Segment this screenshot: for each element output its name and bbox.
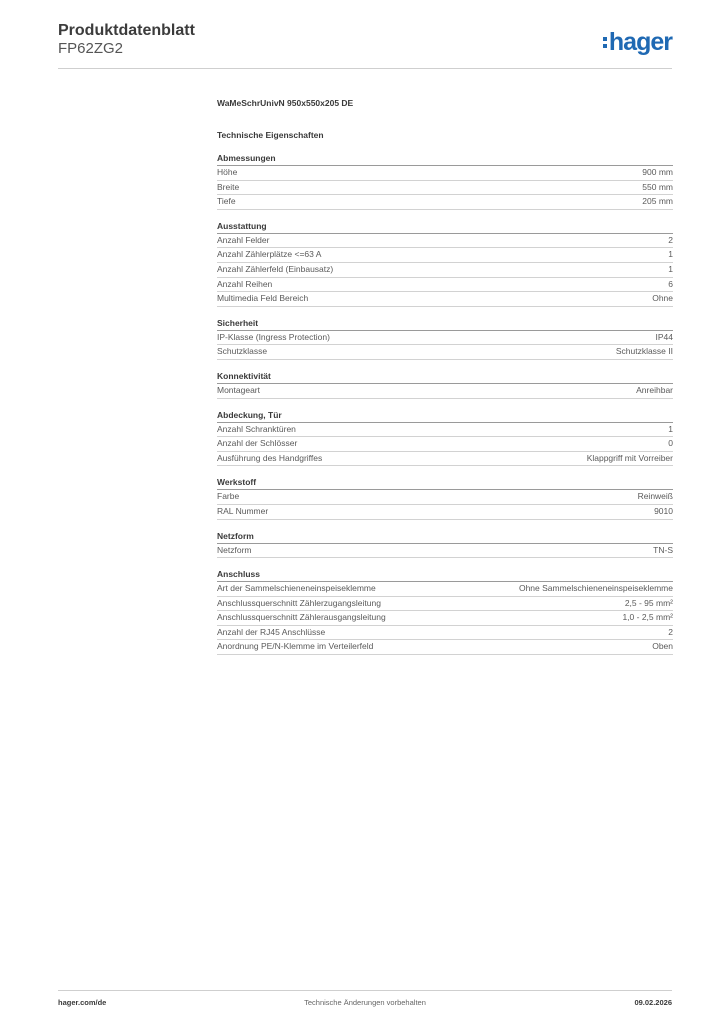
section-3 <box>217 370 673 399</box>
properties-title: Technische Eigenschaften <box>217 130 324 140</box>
footer-disclaimer: Technische Änderungen vorbehalten <box>304 998 426 1007</box>
property-value: Oben <box>652 641 673 652</box>
property-value: 1 <box>668 263 673 274</box>
property-value: Reinweiß <box>637 491 673 502</box>
footer-divider <box>58 990 672 991</box>
property-label: Anzahl der Schlösser <box>217 438 298 449</box>
section-title: Sicherheit <box>217 317 673 331</box>
hager-logo <box>603 29 672 55</box>
section-5 <box>217 476 673 519</box>
property-label: Multimedia Feld Bereich <box>217 293 309 304</box>
section-0 <box>217 152 673 210</box>
property-label: Ausführung des Handgriffes <box>217 452 323 463</box>
property-value: 2,5 - 95 mm² <box>624 597 673 608</box>
property-sections <box>217 152 673 655</box>
property-value: 2 <box>668 626 673 637</box>
footer-date: 09.02.2026 <box>634 998 672 1007</box>
property-row <box>217 582 673 597</box>
section-title: Konnektivität <box>217 370 673 384</box>
property-value: 550 mm <box>642 181 673 192</box>
property-label: Farbe <box>217 491 240 502</box>
property-label: Höhe <box>217 167 238 177</box>
property-value: IP44 <box>655 331 673 342</box>
section-2 <box>217 317 673 360</box>
section-7 <box>217 568 673 655</box>
property-value: 0 <box>668 438 673 449</box>
property-row <box>217 248 673 263</box>
property-label: Anschlussquerschnitt Zählerausgangsleitung <box>217 612 386 623</box>
property-label: Breite <box>217 181 240 192</box>
property-row <box>217 544 673 559</box>
property-label: Art der Sammelschieneneinspeiseklemme <box>217 583 376 594</box>
product-name: WaMeSchrUnivN 950x550x205 DE <box>217 98 354 108</box>
property-label: Tiefe <box>217 196 236 207</box>
property-row <box>217 181 673 196</box>
property-value: Anreihbar <box>636 384 673 395</box>
property-row <box>217 490 673 505</box>
property-value: 1,0 - 2,5 mm² <box>622 612 673 623</box>
property-value: 6 <box>668 278 673 289</box>
section-4 <box>217 409 673 467</box>
footer-website[interactable]: hager.com/de <box>58 998 107 1007</box>
section-6 <box>217 530 673 559</box>
property-value: Ohne <box>652 293 673 304</box>
property-value: 9010 <box>654 505 673 516</box>
property-value: 2 <box>668 234 673 245</box>
product-code: FP62ZG2 <box>58 40 124 57</box>
property-row <box>217 345 673 360</box>
property-label: Anzahl Reihen <box>217 278 273 289</box>
property-label: Anzahl Zählerfeld (Einbausatz) <box>217 263 334 274</box>
property-row <box>217 640 673 655</box>
property-value: 205 mm <box>642 196 673 207</box>
section-title: Abdeckung, Tür <box>217 409 673 423</box>
property-label: Montageart <box>217 384 260 395</box>
property-label: Anzahl Zählerplätze <=63 A <box>217 249 322 260</box>
property-value: 1 <box>668 249 673 260</box>
section-1 <box>217 220 673 307</box>
logo-text: hager <box>608 28 672 56</box>
property-row <box>217 278 673 293</box>
page-footer <box>58 998 672 1010</box>
property-row <box>217 437 673 452</box>
property-label: Anschlussquerschnitt Zählerzugangsleitung <box>217 597 381 608</box>
property-row <box>217 263 673 278</box>
property-value: TN-S <box>653 544 673 555</box>
property-row <box>217 597 673 612</box>
property-value: Schutzklasse II <box>615 346 673 357</box>
property-row <box>217 626 673 641</box>
property-row <box>217 195 673 210</box>
document-title: Produktdatenblatt <box>58 22 195 39</box>
property-row <box>217 384 673 399</box>
property-value: Ohne Sammelschieneneinspeiseklemme <box>518 583 673 594</box>
property-label: Anzahl Felder <box>217 234 270 245</box>
property-row <box>217 423 673 438</box>
property-label: Netzform <box>217 544 252 555</box>
property-label: IP-Klasse (Ingress Protection) <box>217 331 330 342</box>
property-row <box>217 452 673 467</box>
section-title: Netzform <box>217 530 673 544</box>
property-row <box>217 611 673 626</box>
property-value: 1 <box>668 423 673 434</box>
property-row <box>217 166 673 181</box>
section-title: Abmessungen <box>217 152 673 166</box>
property-value: 900 mm <box>642 167 673 177</box>
property-label: Anzahl der RJ45 Anschlüsse <box>217 626 326 637</box>
page-header <box>58 22 672 68</box>
property-row <box>217 234 673 249</box>
datasheet-content <box>217 96 673 655</box>
section-title: Ausstattung <box>217 220 673 234</box>
property-label: Schutzklasse <box>217 346 268 357</box>
property-row <box>217 331 673 346</box>
property-label: Anordnung PE/N-Klemme im Verteilerfeld <box>217 641 374 652</box>
section-title: Werkstoff <box>217 476 673 490</box>
property-label: RAL Nummer <box>217 505 269 516</box>
property-label: Anzahl Schranktüren <box>217 423 296 434</box>
property-value: Klappgriff mit Vorreiber <box>586 452 673 463</box>
section-title: Anschluss <box>217 568 673 582</box>
property-row <box>217 505 673 520</box>
header-divider <box>58 68 672 69</box>
property-row <box>217 292 673 307</box>
logo-mark-icon <box>603 37 607 48</box>
